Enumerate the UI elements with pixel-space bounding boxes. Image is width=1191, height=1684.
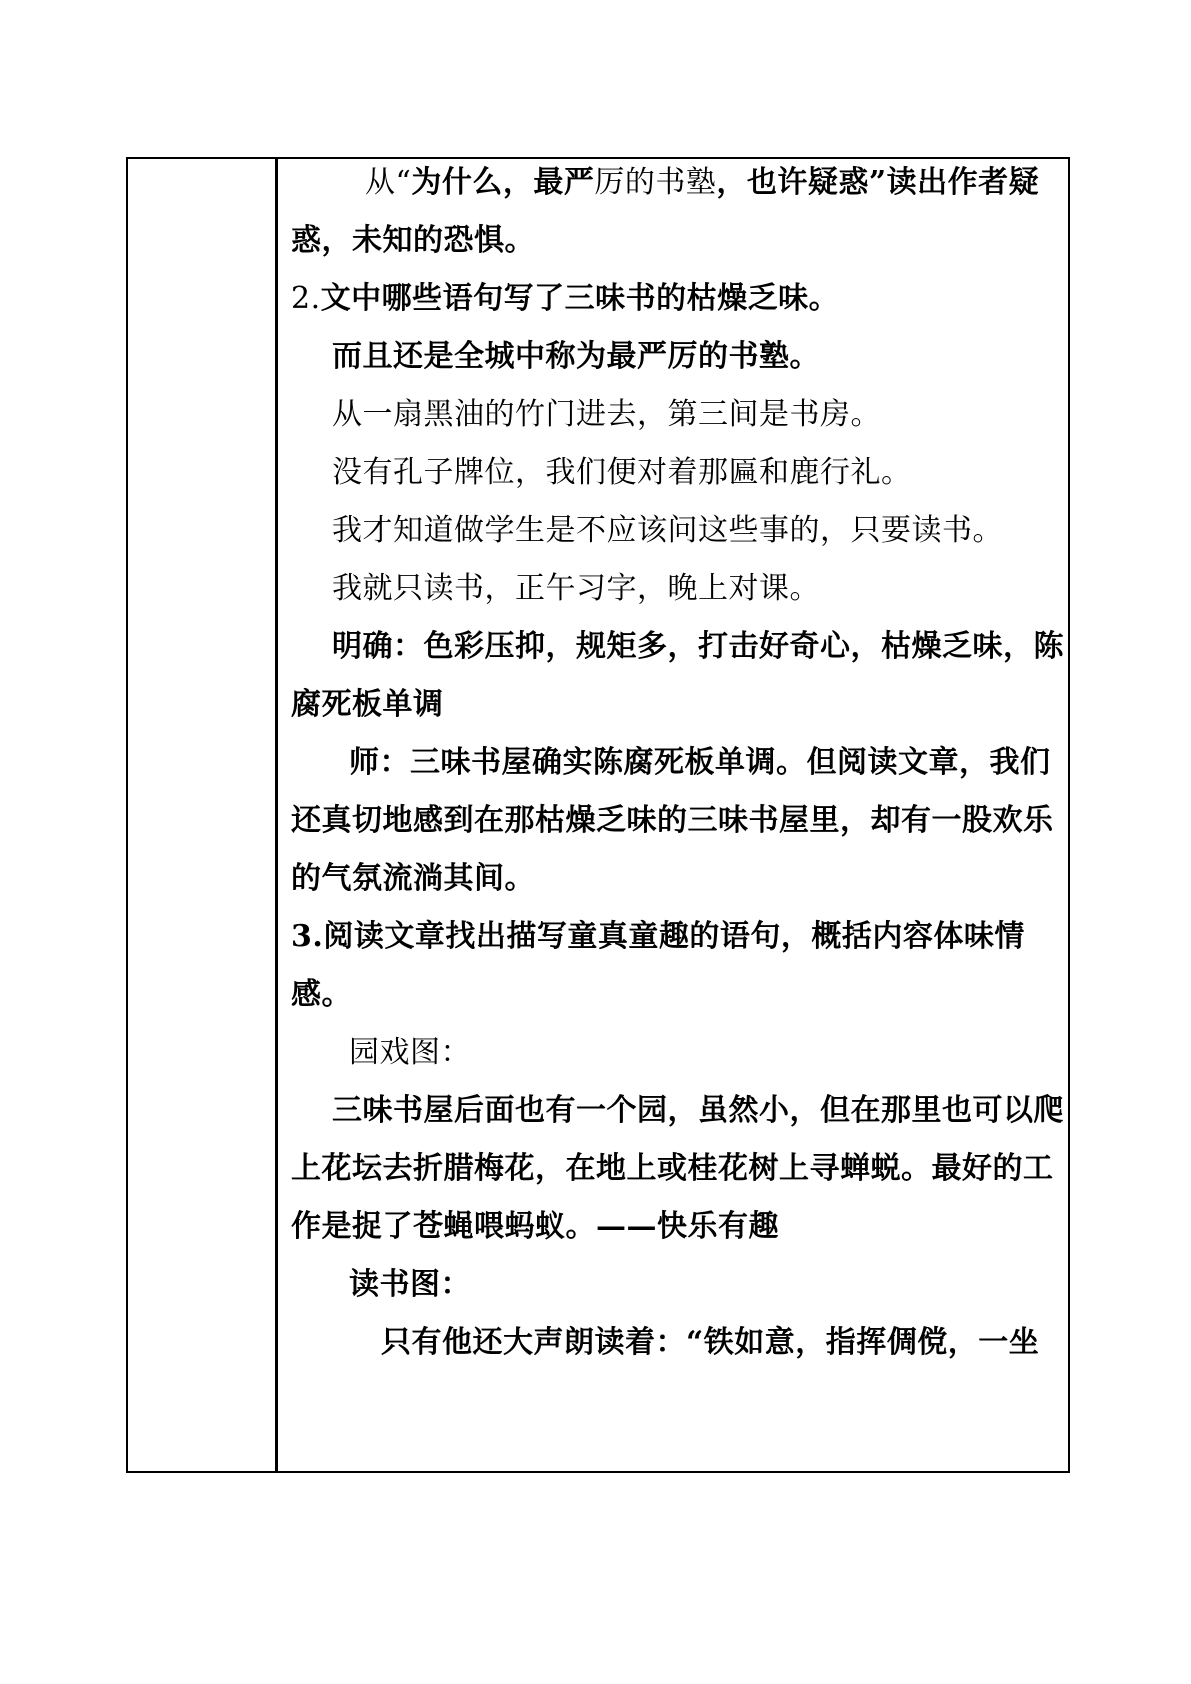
text-line: 从一扇黑油的竹门进去，第三间是书房。 xyxy=(332,397,881,432)
text-line: 园戏图： xyxy=(349,1035,471,1070)
text-line: 我就只读书，正午习字，晚上对课。 xyxy=(332,571,820,606)
text-segment: 厉的书塾 xyxy=(594,165,717,200)
text-line: 三味书屋后面也有一个园，虽然小，但在那里也可以爬 xyxy=(332,1093,1064,1128)
text-segment: 文中哪些语句写了三味书的枯燥乏味。 xyxy=(320,281,840,316)
text-line: 读书图： xyxy=(349,1267,471,1302)
text-line: 师：三味书屋确实陈腐死板单调。但阅读文章，我们 xyxy=(349,745,1051,780)
text-line xyxy=(365,165,1039,201)
text-line: 的气氛流淌其间。 xyxy=(291,861,535,896)
text-line: 3.阅读文章找出描写童真童趣的语句，概括内容体味情 xyxy=(291,919,1025,954)
text-segment: ，也许疑惑 xyxy=(716,165,869,200)
text-line xyxy=(291,281,839,317)
list-number: 2. xyxy=(291,281,321,316)
text-segment: 为什么，最严 xyxy=(411,165,595,200)
text-line: 感。 xyxy=(291,977,352,1012)
text-line: 作是捉了苍蝇喂蚂蚁。——快乐有趣 xyxy=(291,1209,779,1244)
text-segment: 从“ xyxy=(365,165,412,200)
text-line: 腐死板单调 xyxy=(291,687,444,722)
text-line: 明确：色彩压抑，规矩多，打击好奇心，枯燥乏味，陈 xyxy=(332,629,1064,664)
lesson-table xyxy=(126,157,1070,1473)
text-line: 惑，未知的恐惧。 xyxy=(291,223,535,258)
text-line: 还真切地感到在那枯燥乏味的三味书屋里，却有一股欢乐 xyxy=(291,803,1054,838)
text-line: 没有孔子牌位，我们便对着那匾和鹿行礼。 xyxy=(332,455,912,490)
text-line: 上花坛去折腊梅花，在地上或桂花树上寻蝉蜕。最好的工 xyxy=(291,1151,1054,1186)
text-line: 只有他还大声朗读着：“铁如意，指挥倜傥，一坐 xyxy=(381,1325,1040,1360)
text-segment: ”读出作者疑 xyxy=(868,165,1040,200)
text-line: 我才知道做学生是不应该问这些事的，只要读书。 xyxy=(332,513,1003,548)
column-divider xyxy=(275,159,278,1471)
text-line: 而且还是全城中称为最严厉的书塾。 xyxy=(332,339,820,374)
